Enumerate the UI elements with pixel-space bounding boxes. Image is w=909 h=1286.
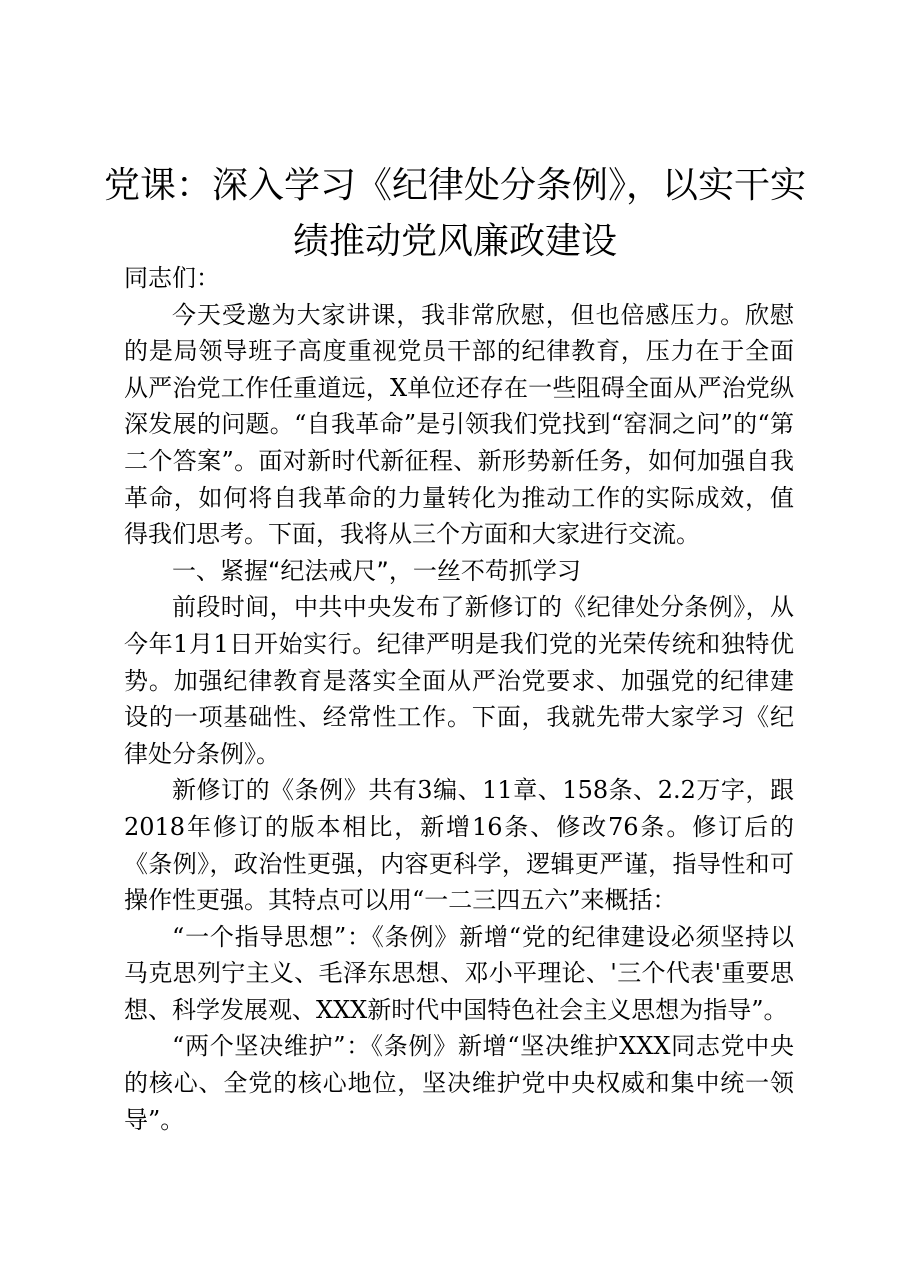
paragraph-regulation-features: 新修订的《条例》共有3编、11章、158条、2.2万字，跟2018年修订的版本相比，新增16条、修改76条。修订后的《条例》，政治性更强，内容更科学，逻辑更严谨，指导性和可操作性更强。其特点可以用“一二三四五六”来概括： <box>124 776 794 915</box>
salutation: 同志们： <box>124 264 220 292</box>
document-title: 党课：深入学习《纪律处分条例》，以实干实绩推动党风廉政建设 <box>103 165 806 262</box>
paragraph-guiding-thought: “一个指导思想”：《条例》新增“党的纪律建设必须坚持以马克思列宁主义、毛泽东思想、邓小平理论、'三个代表'重要思想、科学发展观、XXX新时代中国特色社会主义思想为指导”。 <box>124 922 794 1024</box>
paragraph-intro: 今天受邀为大家讲课，我非常欣慰，但也倍感压力。欣慰的是局领导班子高度重视党员干部的纪律教育，压力在于全面从严治党工作任重道远，X单位还存在一些阻碍全面从严治党纵深发展的问题。“自我革命”是引领我们党找到“窑洞之问”的“第二个答案”。面对新时代新征程、新形势新任务，如何加强自我革命，如何将自我革命的力量转化为推动工作的实际成效，值得我们思考。下面，我将从三个方面和大家进行交流。 <box>124 300 794 549</box>
section-heading-1: 一、紧握“纪法戒尺”，一丝不苟抓学习 <box>172 556 581 585</box>
paragraph-two-upholds: “两个坚决维护”：《条例》新增“坚决维护XXX同志党中央的核心、全党的核心地位，坚决维护党中央权威和集中统一领导”。 <box>124 1032 794 1134</box>
document-body <box>124 260 794 1138</box>
paragraph-regulation-release: 前段时间，中共中央发布了新修订的《纪律处分条例》，从今年1月1日开始实行。纪律严明是我们党的光荣传统和独特优势。加强纪律教育是落实全面从严治党要求、加强党的纪律建设的一项基础性、经常性工作。下面，我就先带大家学习《纪律处分条例》。 <box>124 593 794 768</box>
